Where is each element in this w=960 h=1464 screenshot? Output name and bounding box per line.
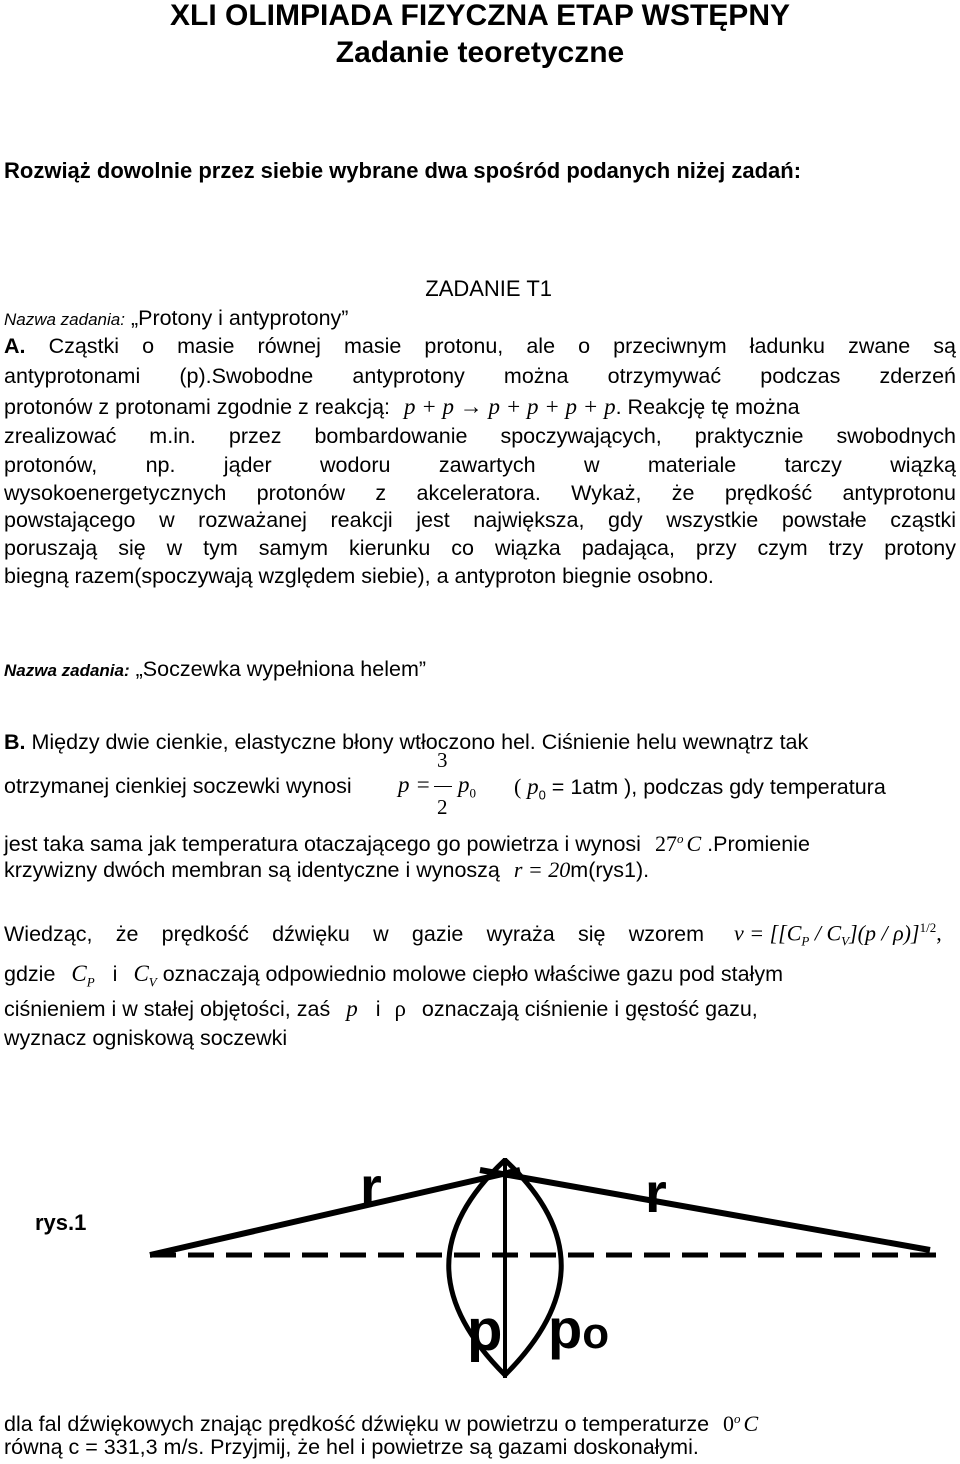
b-text-9a: dla fal dźwiękowych znając prędkość dźwięku w powietrzu o temperaturze	[4, 1412, 710, 1437]
t1-line-8: poruszają się w tym samym kierunku co wiązka padająca, przy czym trzy protony	[4, 536, 956, 560]
b-text-6a: gdzie	[4, 962, 56, 986]
b-line-2b: ( $p_0 = 1atm$ ), podczas gdy temperatura	[514, 774, 886, 803]
cv-symbol: C	[133, 961, 149, 986]
b-line-4	[4, 857, 956, 883]
temp0-value: 0	[723, 1411, 735, 1437]
task-b-name	[4, 657, 956, 683]
reaction-formula: p + p → p + p + p + p	[404, 394, 616, 419]
b-line-3	[4, 826, 956, 857]
label-p0	[548, 1297, 609, 1360]
cp-symbol: C	[71, 961, 87, 986]
instruction: Rozwiąż dowolnie przez siebie wybrane dwa spośród podanych niżej zadań:	[4, 158, 802, 183]
p0-sub: 0	[469, 785, 476, 801]
p0-symbol	[458, 772, 476, 802]
sub-v: V	[841, 933, 850, 949]
label-r-left: r	[360, 1155, 382, 1218]
task-name-label-b: Nazwa zadania:	[4, 661, 130, 680]
main-title: XLI OLIMPIADA FIZYCZNA ETAP WSTĘPNY	[169, 0, 790, 32]
t1-text-3a: protonów z protonami zgodnie z reakcją:	[4, 395, 391, 419]
t1-line-1	[4, 334, 956, 359]
sub-p: P	[801, 933, 810, 949]
frac-denominator: 2	[437, 795, 448, 819]
t1-line-5: protonów, np. jąder wodoru zawartych w materiale tarczy wiązką	[4, 453, 956, 477]
t1-line-6: wysokoenergetycznych protonów z akceleratora. Wykaż, że prędkość antyprotonu	[4, 481, 956, 505]
b-line-10: równą c = 331,3 m/s. Przyjmij, że hel i powietrze są gazami doskonałymi.	[4, 1435, 699, 1459]
b-text-3b: .Promienie	[707, 832, 810, 857]
b-text-1: Między dwie cienkie, elastyczne błony wtłoczono hel. Ciśnienie helu wewnątrz tak	[25, 730, 809, 754]
and-word-2: i	[375, 997, 381, 1021]
speed-formula-b: / C	[809, 920, 842, 946]
b-letter: B.	[4, 730, 26, 754]
temp0-degree: o	[734, 1411, 741, 1426]
speed-formula-a: v = [[C	[734, 920, 802, 946]
figure-caption: rys.1	[35, 1210, 87, 1235]
comma: ,	[936, 920, 942, 946]
frac-numerator: 3	[437, 748, 448, 772]
b-text-4b: m(rys1).	[570, 858, 650, 882]
b-text-7a: ciśnieniem i w stałej objętości, zaś	[4, 997, 331, 1021]
b-line-8: wyznacz ogniskową soczewki	[4, 1026, 288, 1050]
task-name-label: Nazwa zadania:	[4, 310, 125, 329]
task-name-value: „Protony i antyprotony”	[124, 306, 349, 330]
b-line-9	[4, 1406, 956, 1437]
b-text-6b: oznaczają odpowiednio molowe ciepło właściwe gazu pod stałym	[162, 962, 783, 986]
temp-unit: C	[686, 831, 702, 857]
t1-line-9: biegną razem(spoczywają względem siebie), a antyproton biegnie osobno.	[4, 564, 714, 588]
frac-bar	[434, 786, 452, 787]
subtitle: Zadanie teoretyczne	[335, 36, 625, 69]
temp0-unit: C	[743, 1411, 759, 1437]
b-text-2a: otrzymanej cienkiej soczewki wynosi	[4, 774, 352, 798]
b-line-1	[4, 730, 956, 755]
b-text-7b: oznaczają ciśnienie i gęstość gazu,	[421, 997, 758, 1021]
p-symbol: p	[346, 996, 358, 1021]
label-p0-p: p	[548, 1297, 583, 1360]
and-word: i	[112, 962, 118, 986]
t1-line-2: antyprotonami (p).Swobodne antyprotony można otrzymywać podczas zderzeń	[4, 364, 956, 388]
label-r-right: r	[645, 1161, 667, 1224]
t1-line-7: powstającego w rozważanej reakcji jest największa, gdy wszystkie powstałe cząstki	[4, 508, 956, 532]
t1-text-1: Cząstki o masie równej masie protonu, ale o przeciwnym ładunku zwane są	[25, 334, 956, 358]
rho-symbol: ρ	[394, 996, 406, 1021]
label-p0-o: o	[582, 1309, 610, 1358]
b-text-2c: = 1atm ), podczas gdy temperatura	[545, 775, 886, 799]
t1-line-4: zrealizować m.in. przez bombardowanie spoczywających, praktycznie swobodnych	[4, 424, 956, 448]
speed-formula-c: ](p / ρ)]	[849, 920, 920, 946]
task-name-value-b: „Soczewka wypełniona helem”	[129, 657, 427, 681]
p0-sub-2: 0	[538, 787, 546, 803]
cv-sub: V	[148, 974, 157, 990]
cp-sub: P	[86, 974, 95, 990]
b-line-6	[4, 961, 956, 994]
task-t1-heading: ZADANIE T1	[425, 276, 552, 301]
radius-formula: r = 20	[513, 857, 571, 882]
speed-formula	[734, 920, 942, 950]
b-line-5	[4, 922, 704, 947]
t1-letter: A.	[4, 334, 26, 358]
b-text-5a: Wiedząc, że prędkość dźwięku w gazie wyraża się wzorem	[4, 922, 704, 946]
task-t1-name	[4, 306, 956, 332]
p0-p: p	[458, 772, 470, 797]
t1-text-3b: . Reakcję tę można	[615, 395, 800, 419]
t1-line-3	[4, 394, 956, 420]
b-line-7	[4, 996, 956, 1022]
temp-value: 27	[654, 831, 677, 857]
b-text-4a: krzywizny dwóch membran są identyczne i wynoszą	[4, 858, 500, 882]
temp-degree: o	[676, 831, 684, 846]
lens-figure	[0, 1140, 960, 1400]
sup-half: 1/2	[919, 920, 937, 935]
pressure-eq: p =	[398, 772, 431, 797]
label-p: p	[467, 1298, 503, 1363]
b-text-3a: jest taka sama jak temperatura otaczającego go powietrza i wynosi	[4, 832, 641, 857]
